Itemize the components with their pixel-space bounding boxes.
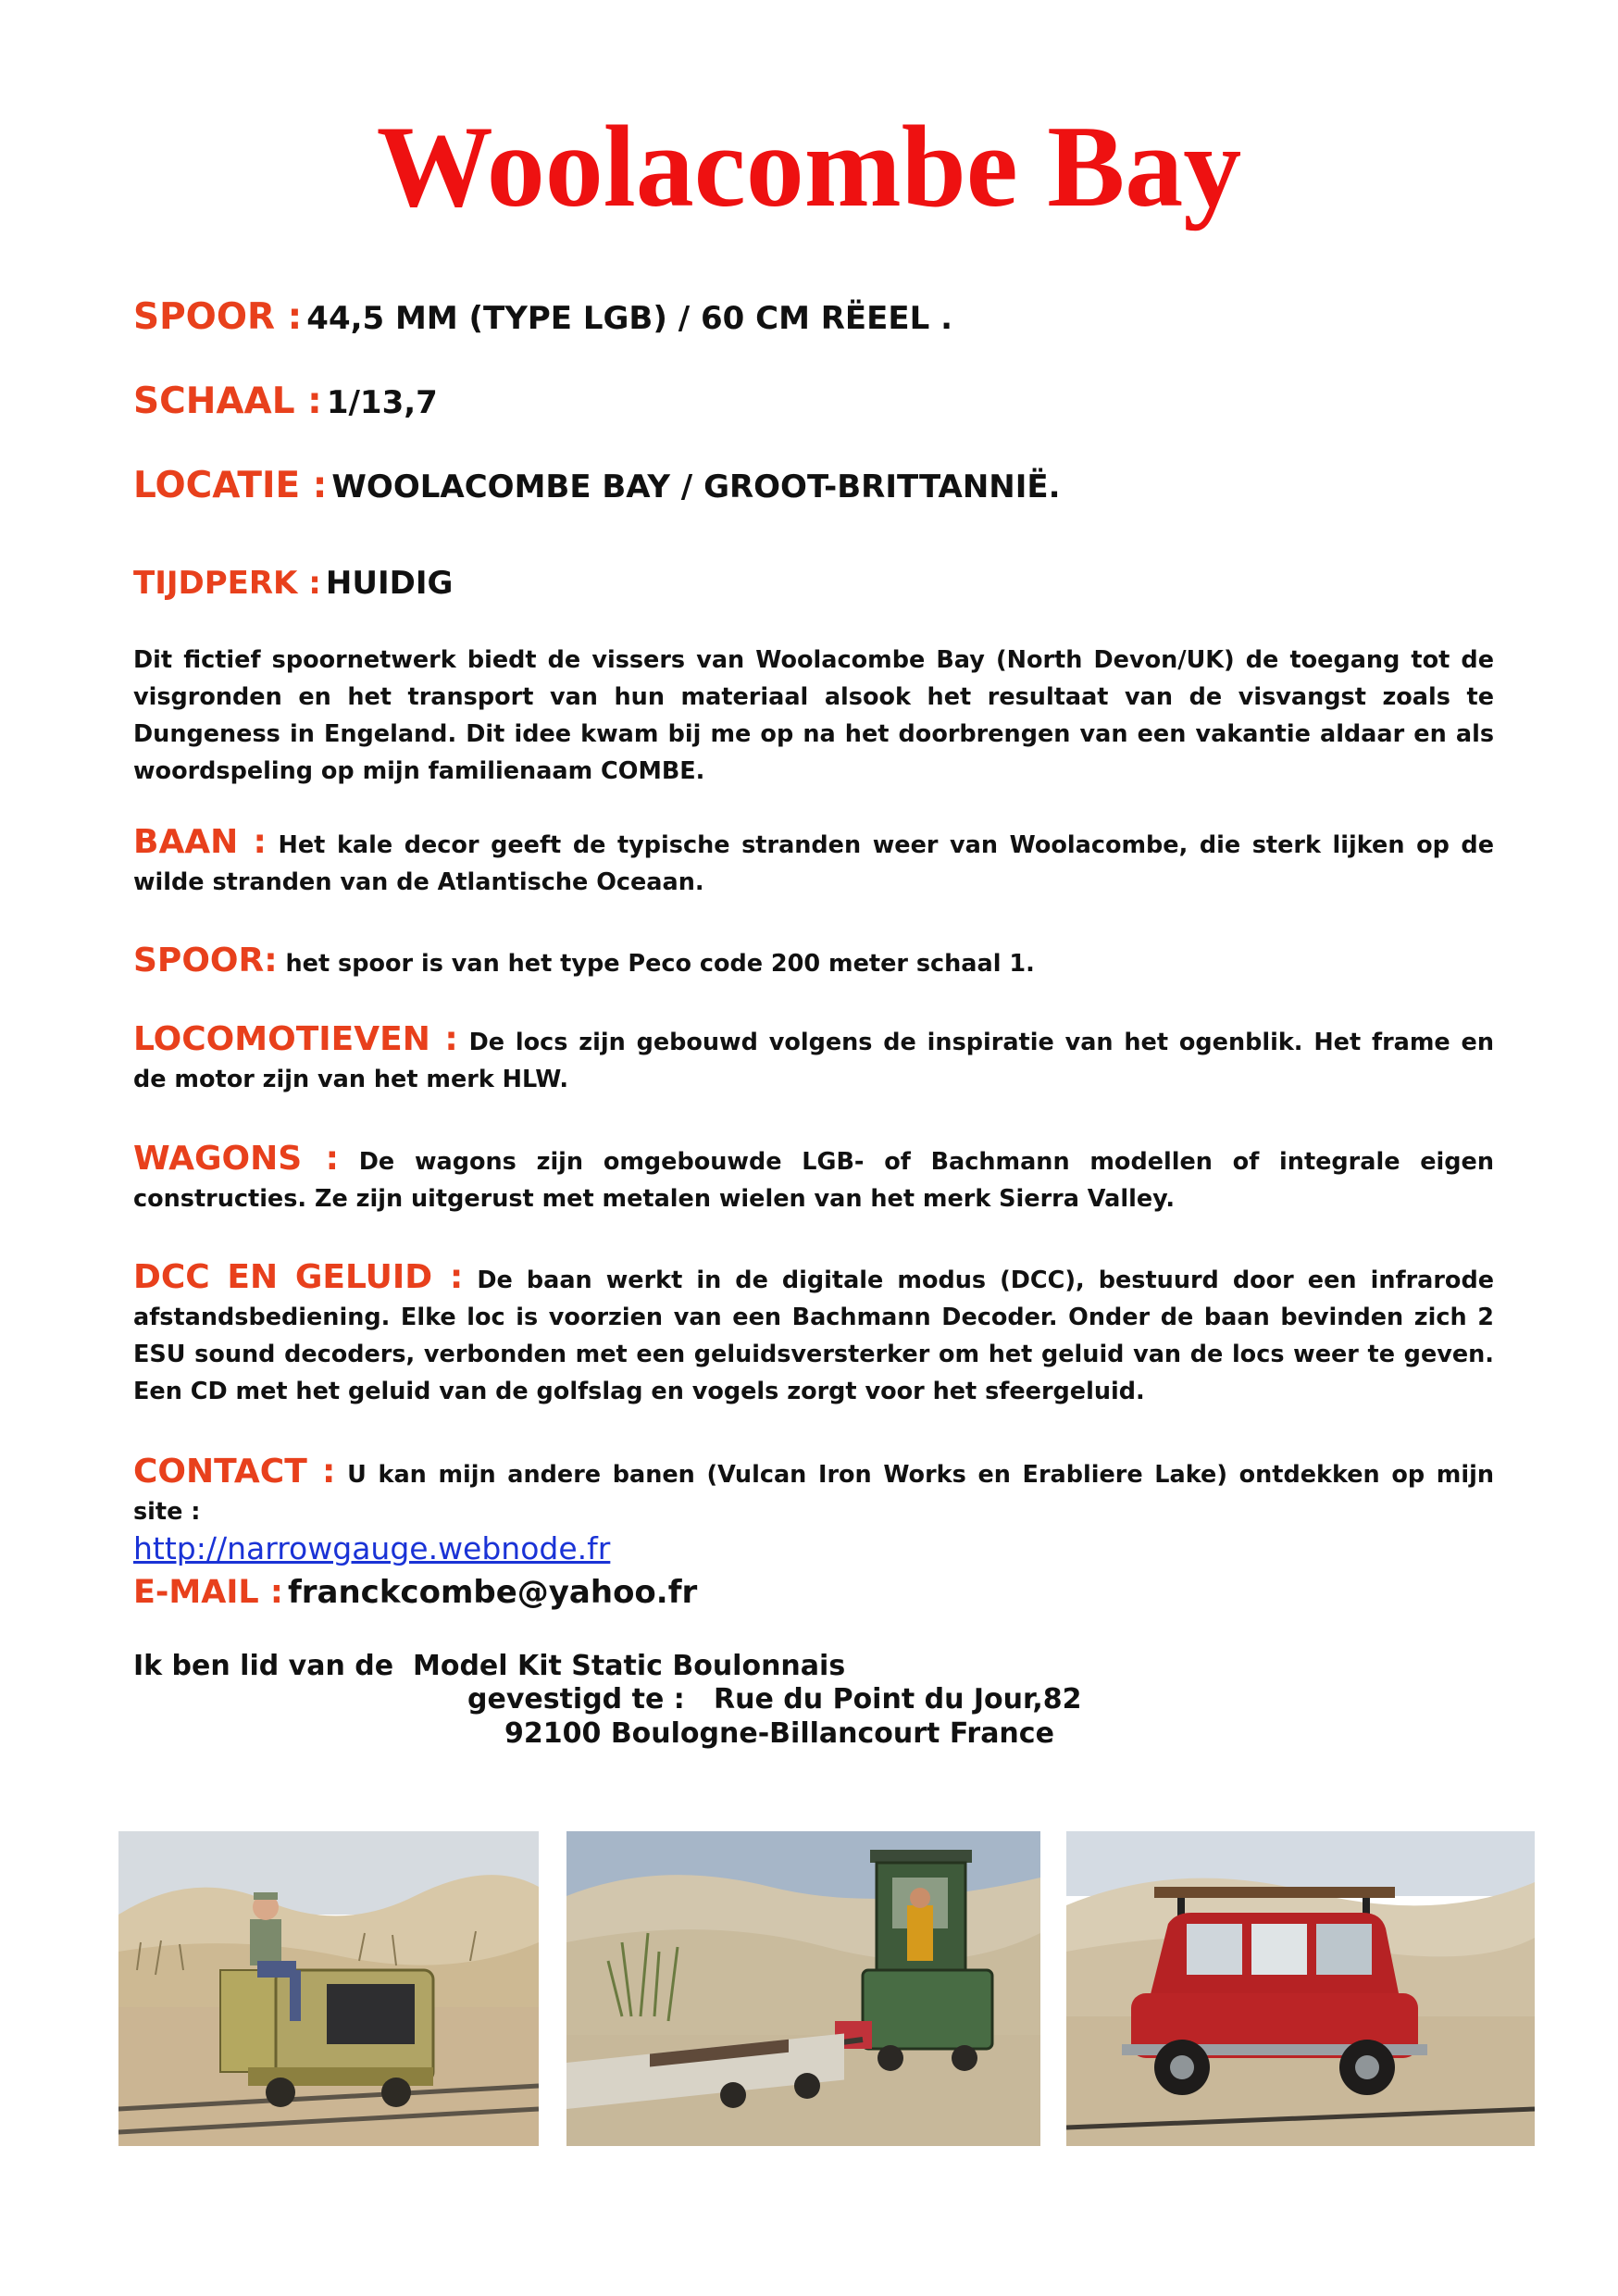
section-spoor-label: SPOOR:: [133, 942, 278, 980]
section-contact: [133, 1454, 1494, 1570]
section-wagons: [133, 1141, 1494, 1217]
section-dcc-label: DCC EN GELUID :: [133, 1258, 464, 1296]
section-contact-label: CONTACT :: [133, 1453, 336, 1491]
email-address[interactable]: franckcombe@yahoo.fr: [287, 1574, 698, 1611]
section-dcc-text: De baan werkt in de digitale modus (DCC), bestuurd door een infrarode afstandsbediening. Elke loc is voorzien van een Bachmann Decoder. Onder de baan bevinden zich 2 ESU sound decoders, verbonden met een geluidsversterker om het geluid van de locs weer te geven. Een CD met het geluid van de golfslag en vogels zorgt voor het sfeergeluid.: [133, 1267, 1494, 1405]
section-email-label: E-MAIL :: [133, 1574, 283, 1611]
spec-locatie-value: WOOLACOMBE BAY / GROOT-BRITTANNIË.: [331, 468, 1061, 505]
membership-line-1: Ik ben lid van de Model Kit Static Boulonnais: [133, 1650, 846, 1682]
website-link[interactable]: http://narrowgauge.webnode.fr: [133, 1530, 611, 1566]
spec-locatie-label: LOCATIE :: [133, 465, 328, 506]
section-locomotieven-text: De locs zijn gebouwd volgens de inspiratie van het ogenblik. Het frame en de motor zijn van het merk HLW.: [133, 1029, 1495, 1093]
spec-spoor-label: SPOOR :: [133, 296, 303, 338]
membership-line-3: 92100 Boulogne-Billancourt France: [504, 1717, 1054, 1750]
section-email: [133, 1574, 1494, 1611]
photo-green-locomotive-image: [566, 1831, 1040, 2146]
spec-tijdperk: [133, 565, 1494, 602]
spec-spoor-value: 44,5 MM (TYPE LGB) / 60 CM RËEEL .: [306, 300, 953, 337]
section-baan-label: BAAN :: [133, 823, 267, 861]
spec-spoor: [133, 296, 1494, 338]
section-contact-text: U kan mijn andere banen (Vulcan Iron Works en Erabliere Lake) ontdekken op mijn site :: [133, 1461, 1494, 1526]
section-dcc: [133, 1259, 1494, 1410]
spec-locatie: [133, 465, 1494, 506]
spec-tijdperk-label: TIJDPERK :: [133, 565, 321, 602]
section-baan: [133, 824, 1494, 901]
section-locomotieven: [133, 1021, 1494, 1098]
spec-schaal-value: 1/13,7: [326, 384, 438, 421]
section-wagons-text: De wagons zijn omgebouwde LGB- of Bachmann modellen of integrale eigen constructies. Ze zijn uitgerust met metalen wielen van het merk Sierra Valley.: [133, 1148, 1494, 1213]
section-spoor: [133, 942, 1494, 982]
page-title: Woolacombe Bay: [376, 103, 1242, 231]
section-locomotieven-label: LOCOMOTIEVEN :: [133, 1020, 458, 1058]
section-wagons-label: WAGONS :: [133, 1140, 339, 1178]
section-baan-text: Het kale decor geeft de typische stranden weer van Woolacombe, die sterk lijken op de wilde stranden van de Atlantische Oceaan.: [133, 831, 1494, 896]
spec-schaal: [133, 381, 1494, 422]
photo-locomotive-driver-image: [118, 1831, 539, 2146]
intro-paragraph: Dit fictief spoornetwerk biedt de vissers van Woolacombe Bay (North Devon/UK) de toegang tot de visgronden en het transport van hun materiaal alsook het resultaat van de visvangst zoals te Dungeness in Engeland. Dit idee kwam bij me op na het doorbrengen van een vakantie aldaar en als woordspeling op mijn familienaam COMBE.: [133, 646, 1494, 785]
membership-line-2: gevestigd te : Rue du Point du Jour,82: [467, 1683, 1082, 1716]
photo-locomotive-driver: [118, 1831, 539, 2146]
section-spoor-text: het spoor is van het type Peco code 200 meter schaal 1.: [285, 950, 1035, 978]
spec-schaal-label: SCHAAL :: [133, 381, 322, 422]
spec-tijdperk-value: HUIDIG: [325, 565, 454, 602]
photo-green-locomotive: [566, 1831, 1040, 2146]
photo-red-mini-railcar: [1066, 1831, 1535, 2146]
photo-red-mini-railcar-image: [1066, 1831, 1535, 2146]
